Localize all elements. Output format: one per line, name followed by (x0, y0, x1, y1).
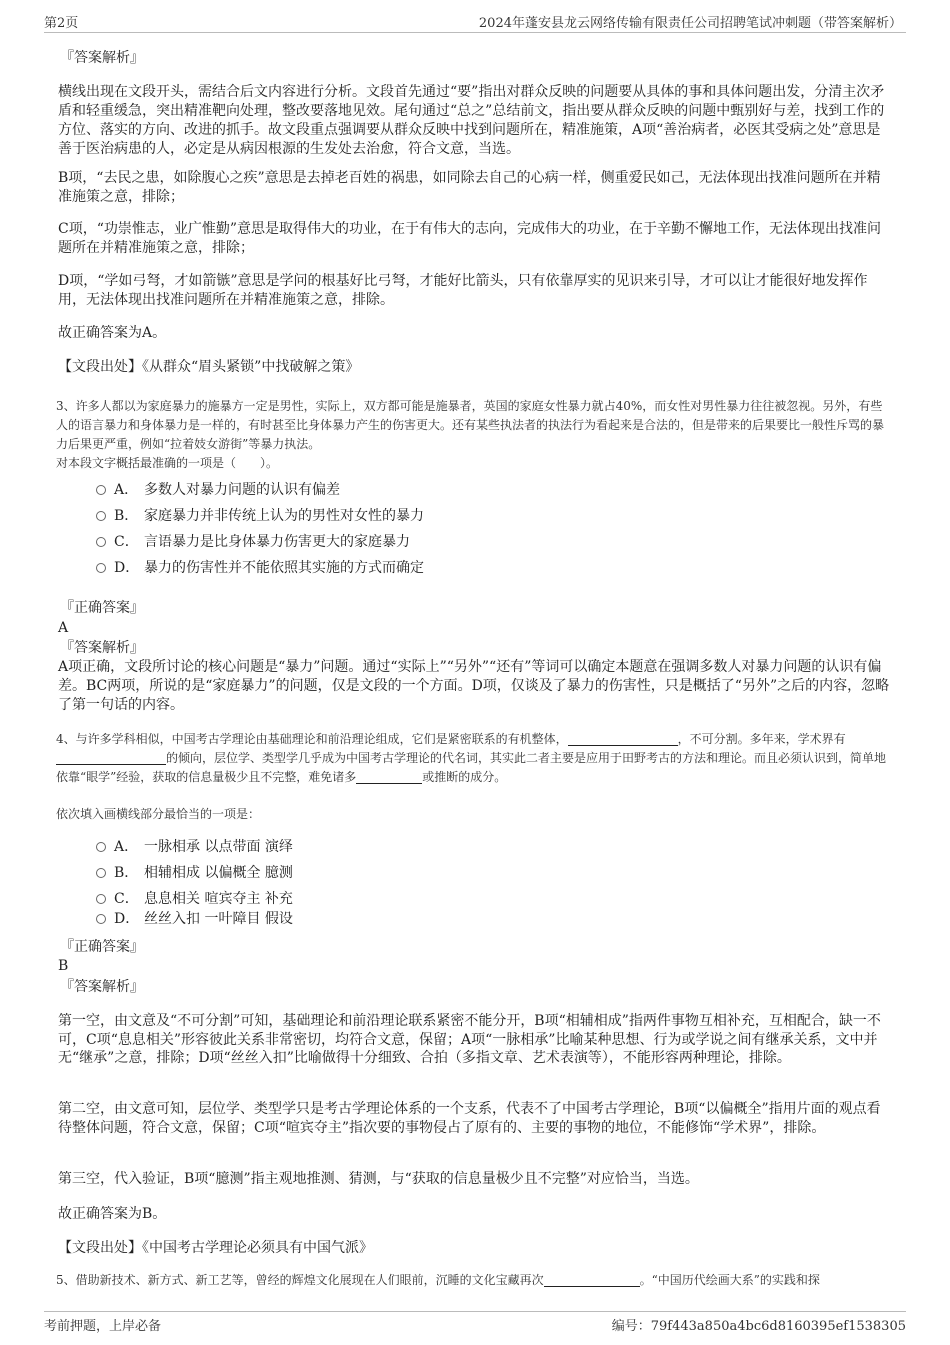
question-prompt: 对本段文字概括最准确的一项是（ ）。 (56, 456, 279, 470)
document-code (612, 1315, 906, 1334)
question-stem (56, 730, 890, 787)
option-a[interactable] (96, 838, 293, 856)
radio-icon[interactable] (96, 563, 106, 573)
question-stem: 3、许多人都以为家庭暴力的施暴方一定是男性，实际上，双方都可能是施暴者，英国的家庭女性暴力就占40%，而女性对男性暴力往往被忽视。另外，有些人的语言暴力和身体暴力是一样的，有时甚至比身体暴力产生的伤害更大。还有某些执法者的执法行为看起来是合法的，但是带来的后果要比一般性斥骂的暴力后果更严重，例如“拉着妓女游街”等暴力执法。 (56, 399, 885, 451)
option-letter: B． (114, 865, 139, 881)
option-d[interactable] (96, 910, 293, 928)
analysis-paragraph: C项，“功崇惟志，业广惟勤”意思是取得伟大的功业，在于有伟大的志向，完成伟大的功业，在于辛勤不懈地工作，无法体现出找准问题所在并精准施策之意，排除； (58, 221, 882, 256)
question-prompt: 依次填入画横线部分最恰当的一项是： (56, 807, 261, 821)
option-c[interactable] (96, 533, 410, 551)
source: 【文段出处】《中国考古学理论必须具有中国气派》 (58, 1240, 373, 1256)
page-header (44, 10, 906, 33)
stem-text: 4、与许多学科相似，中国考古学理论由基础理论和前沿理论组成，它们是紧密联系的有机整体， (56, 732, 568, 746)
answer-tag: 『正确答案』 (60, 939, 144, 955)
answer-tag: 『正确答案』 (60, 600, 144, 616)
conclusion: 故正确答案为B。 (58, 1206, 167, 1222)
analysis-paragraph: 第二空，由文意可知，层位学、类型学只是考古学理论体系的一个支系，代表不了中国考古学理论，B项“以偏概全”指用片面的观点看待整体问题，符合文意，保留；C项“喧宾夺主”指次要的事物侵占了原有的、主要的事物的地位，不能修饰“学术界”，排除。 (58, 1101, 881, 1136)
blank-line-1 (568, 731, 678, 746)
code-value: 79f443a850a4bc6d8160395ef1538305 (650, 1319, 906, 1334)
analysis-tag: 『答案解析』 (60, 640, 144, 656)
footer-slogan: 考前押题，上岸必备 (44, 1319, 162, 1334)
stem-text: 。“中国历代绘画大系”的实践和探 (639, 1273, 820, 1287)
conclusion: 故正确答案为A。 (58, 325, 167, 341)
answer-value: A (58, 620, 69, 636)
option-text: 暴力的伤害性并不能依照其实施的方式而确定 (144, 560, 424, 576)
analysis-paragraph: B项，“去民之患，如除腹心之疾”意思是去掉老百姓的祸患，如同除去自己的心病一样，侧重爱民如己，无法体现出找准问题所在并精准施策之意，排除； (58, 170, 881, 205)
radio-icon[interactable] (96, 485, 106, 495)
option-d[interactable] (96, 559, 424, 577)
option-text: 言语暴力是比身体暴力伤害更大的家庭暴力 (144, 534, 410, 550)
option-text: 相辅相成 以偏概全 臆测 (144, 865, 293, 881)
analysis-tag: 『答案解析』 (60, 50, 144, 66)
analysis-paragraph: 第一空，由文意及“不可分割”可知，基础理论和前沿理论联系紧密不能分开，B项“相辅相成”指两件事物互相补充，互相配合，缺一不可，C项“息息相关”形容彼此关系非常密切，均符合文意，保留；A项“一脉相承”比喻某种思想、行为或学说之间有继承关系，文中并无“继承”之意，排除；D项“丝丝入扣”比喻做得十分细致、合拍（多指文章、艺术表演等），不能形容两种理论，排除。 (58, 1013, 881, 1066)
source: 【文段出处】《从群众“眉头紧锁”中找破解之策》 (58, 359, 360, 375)
radio-icon[interactable] (96, 868, 106, 878)
question-stem (56, 1271, 900, 1290)
document-title: 2024年蓬安县龙云网络传输有限责任公司招聘笔试冲刺题（带答案解析） (478, 16, 902, 31)
analysis-paragraph: D项，“学如弓弩，才如箭镞”意思是学问的根基好比弓弩，才能好比箭头，只有依靠厚实的见识来引导，才可以让才能很好地发挥作用，无法体现出找准问题所在并精准施策之意，排除。 (58, 273, 868, 308)
option-text: 家庭暴力并非传统上认为的男性对女性的暴力 (144, 508, 424, 524)
stem-text: 的倾向，层位学、类型学几乎成为中国考古学理论的代名词，其实此二者主要是应用于田野考古的方法和理论。而且必须认识到，简单地依靠“眼学”经验，获取的信息量极少且不完整，难免诸多 (56, 751, 887, 784)
radio-icon[interactable] (96, 894, 106, 904)
blank-line-2 (56, 750, 166, 765)
option-letter: D． (114, 911, 140, 927)
option-a[interactable] (96, 481, 340, 499)
analysis-tag: 『答案解析』 (60, 979, 144, 995)
answer-value: B (58, 958, 69, 974)
option-letter: A． (114, 482, 139, 498)
stem-text: 5、借助新技术、新方式、新工艺等，曾经的辉煌文化展现在人们眼前，沉睡的文化宝藏再次 (56, 1273, 544, 1287)
option-b[interactable] (96, 864, 293, 882)
analysis-paragraph: A项正确，文段所讨论的核心问题是“暴力”问题。通过“实际上”“另外”“还有”等词可以确定本题意在强调多数人对暴力问题的认识有偏差。BC两项，所说的是“家庭暴力”的问题，仅是文段的一个方面。D项，仅谈及了暴力的伤害性，只是概括了“另外”之后的内容，忽略了第一句话的内容。 (58, 659, 890, 713)
radio-icon[interactable] (96, 842, 106, 852)
stem-text: ，不可分割。多年来，学术界有 (677, 732, 846, 746)
option-text: 丝丝入扣 一叶障目 假设 (144, 911, 293, 927)
option-letter: D． (114, 560, 140, 576)
option-letter: B． (114, 508, 139, 524)
option-b[interactable] (96, 507, 424, 525)
radio-icon[interactable] (96, 914, 106, 924)
option-text: 一脉相承 以点带面 演绎 (144, 839, 293, 855)
blank-line-3 (356, 769, 422, 784)
option-letter: A． (114, 839, 139, 855)
analysis-paragraph: 横线出现在文段开头，需结合后文内容进行分析。文段首先通过“要”指出对群众反映的问题要从具体的事和具体问题出发，分清主次矛盾和轻重缓急，突出精准靶向处理，整改要落地见效。尾句通过“总之”总结前文，指出要从群众反映的问题中甄别好与差，找到工作的方位、落实的方向、改进的抓手。故文段重点强调要从群众反映中找到问题所在，精准施策，A项“善治病者，必医其受病之处”意思是善于医治病患的人，必定是从病因根源的生发处去治愈，符合文意，当选。 (58, 84, 885, 157)
option-c[interactable] (96, 890, 293, 908)
option-text: 息息相关 喧宾夺主 补充 (144, 891, 293, 907)
code-label: 编号： (611, 1319, 651, 1334)
analysis-paragraph: 第三空，代入验证，B项“臆测”指主观地推测、猜测，与“获取的信息量极少且不完整”对应恰当，当选。 (58, 1171, 699, 1187)
page-footer (44, 1311, 906, 1334)
option-text: 多数人对暴力问题的认识有偏差 (144, 482, 340, 498)
radio-icon[interactable] (96, 511, 106, 521)
blank-line-1 (544, 1272, 640, 1287)
option-letter: C． (114, 891, 139, 907)
stem-text: 或推断的成分。 (422, 770, 507, 784)
option-letter: C． (114, 534, 139, 550)
radio-icon[interactable] (96, 537, 106, 547)
page-number: 第2页 (44, 16, 79, 31)
